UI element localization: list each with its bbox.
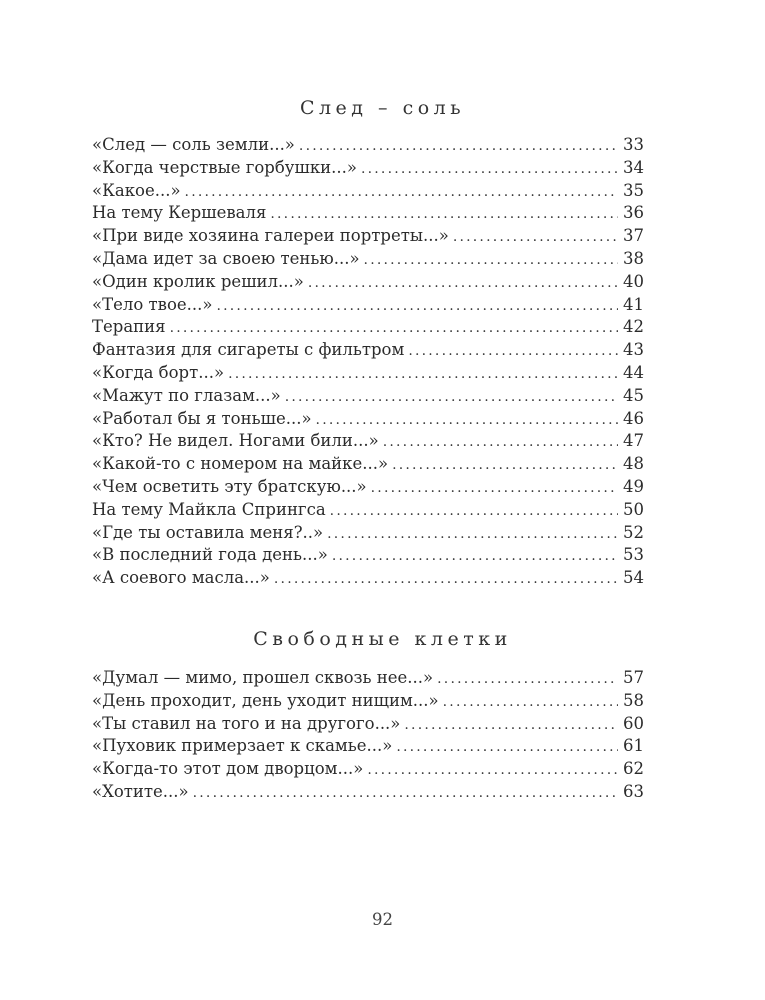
toc-entry: [92, 544, 644, 567]
section-title-svobodnye-kletki: Свободные клетки: [253, 628, 512, 650]
dot-leader: [364, 249, 618, 271]
toc-list-section-1: [92, 134, 644, 590]
toc-entry-page: 43: [623, 340, 644, 360]
toc-entry: [92, 690, 644, 713]
toc-list-section-2: [92, 667, 644, 804]
toc-entry-page: 34: [623, 157, 644, 177]
dot-leader: [453, 226, 618, 248]
toc-entry-page: 36: [623, 203, 644, 223]
toc-entry-page: 38: [623, 248, 644, 268]
toc-entry: [92, 567, 644, 590]
toc-entry-page: 47: [623, 431, 644, 451]
dot-leader: [170, 317, 618, 339]
toc-entry-title: Фантазия для сигареты с фильтром: [92, 340, 405, 360]
toc-entry: [92, 667, 644, 690]
toc-entry: [92, 713, 644, 736]
toc-entry-page: 42: [623, 317, 644, 337]
toc-entry-page: 46: [623, 408, 644, 428]
toc-entry-title: «Тело твое...»: [92, 294, 213, 314]
toc-entry-title: На тему Майкла Спрингса: [92, 499, 326, 519]
toc-entry-page: 63: [623, 781, 644, 801]
dot-leader: [392, 454, 618, 476]
dot-leader: [228, 363, 618, 385]
toc-entry-page: 41: [623, 294, 644, 314]
toc-entry-page: 45: [623, 385, 644, 405]
toc-entry-page: 50: [623, 499, 644, 519]
toc-entry-title: «След — соль земли...»: [92, 135, 295, 154]
dot-leader: [185, 181, 618, 203]
toc-entry: [92, 476, 644, 499]
toc-entry-title: «Работал бы я тоньше...»: [92, 408, 312, 428]
dot-leader: [361, 158, 618, 180]
toc-entry-page: 35: [623, 180, 644, 200]
toc-entry-page: 49: [623, 476, 644, 496]
toc-entry: [92, 430, 644, 453]
dot-leader: [408, 340, 618, 362]
toc-entry: [92, 294, 644, 317]
toc-entry-title: «Думал — мимо, прошел сквозь нее...»: [92, 668, 434, 687]
dot-leader: [299, 135, 618, 157]
dot-leader: [404, 714, 618, 736]
toc-entry: [92, 339, 644, 362]
toc-entry: [92, 781, 644, 804]
dot-leader: [274, 568, 618, 590]
toc-entry: [92, 408, 644, 431]
toc-entry: [92, 522, 644, 545]
toc-entry-page: 52: [623, 522, 644, 542]
toc-entry: [92, 499, 644, 522]
dot-leader: [332, 545, 618, 567]
toc-entry-page: 60: [623, 713, 644, 733]
dot-leader: [316, 409, 618, 431]
dot-leader: [327, 523, 618, 545]
dot-leader: [308, 272, 618, 294]
toc-entry: [92, 134, 644, 157]
toc-entry: [92, 225, 644, 248]
toc-entry-title: «При виде хозяина галереи портреты...»: [92, 226, 449, 246]
toc-entry-page: 33: [623, 135, 644, 154]
toc-entry-page: 53: [623, 545, 644, 565]
dot-leader: [193, 782, 618, 804]
toc-entry: [92, 453, 644, 476]
toc-entry-title: «В последний года день...»: [92, 545, 328, 565]
toc-entry-title: «Какое...»: [92, 180, 181, 200]
toc-entry-title: На тему Кершеваля: [92, 203, 267, 223]
toc-entry-title: «Когда борт...»: [92, 362, 225, 382]
toc-entry-page: 61: [623, 736, 644, 756]
toc-entry: [92, 271, 644, 294]
toc-entry-title: «Чем осветить эту братскую...»: [92, 476, 367, 496]
toc-entry: [92, 758, 644, 781]
dot-leader: [270, 203, 618, 225]
dot-leader: [437, 668, 618, 690]
dot-leader: [371, 477, 618, 499]
dot-leader: [330, 500, 618, 522]
dot-leader: [367, 759, 618, 781]
toc-entry-page: 48: [623, 454, 644, 474]
toc-entry-title: «Какой-то с номером на майке...»: [92, 454, 389, 474]
toc-entry-page: 58: [623, 690, 644, 710]
toc-entry-page: 44: [623, 362, 644, 382]
toc-entry: [92, 157, 644, 180]
toc-entry: [92, 735, 644, 758]
toc-entry-title: «Дама идет за своею тенью...»: [92, 248, 360, 268]
toc-entry: [92, 362, 644, 385]
toc-entry: [92, 316, 644, 339]
dot-leader: [216, 295, 618, 317]
toc-entry-title: «Где ты оставила меня?..»: [92, 522, 324, 542]
toc-entry-title: «Ты ставил на того и на другого...»: [92, 713, 401, 733]
toc-entry-title: «Пуховик примерзает к скамье...»: [92, 736, 393, 756]
section-title-sled-sol: След – соль: [299, 97, 466, 119]
page-number: 92: [372, 910, 393, 929]
toc-entry: [92, 180, 644, 203]
toc-entry-page: 57: [623, 668, 644, 687]
toc-entry-page: 37: [623, 226, 644, 246]
toc-entry-title: «День проходит, день уходит нищим...»: [92, 690, 439, 710]
dot-leader: [396, 736, 618, 758]
toc-entry-page: 62: [623, 759, 644, 779]
dot-leader: [383, 431, 618, 453]
toc-entry: [92, 385, 644, 408]
dot-leader: [285, 386, 618, 408]
toc-entry-title: Терапия: [92, 317, 166, 337]
toc-entry-title: «Хотите...»: [92, 781, 189, 801]
toc-entry-page: 54: [623, 568, 644, 588]
toc-entry-title: «Один кролик решил...»: [92, 271, 304, 291]
toc-entry-title: «Кто? Не видел. Ногами били...»: [92, 431, 379, 451]
toc-entry-title: «Когда черствые горбушки...»: [92, 157, 357, 177]
dot-leader: [443, 691, 618, 713]
toc-entry-title: «Мажут по глазам...»: [92, 385, 281, 405]
toc-entry-title: «А соевого масла...»: [92, 568, 270, 588]
toc-entry: [92, 248, 644, 271]
toc-entry-title: «Когда-то этот дом дворцом...»: [92, 759, 364, 779]
toc-entry-page: 40: [623, 271, 644, 291]
toc-entry: [92, 202, 644, 225]
